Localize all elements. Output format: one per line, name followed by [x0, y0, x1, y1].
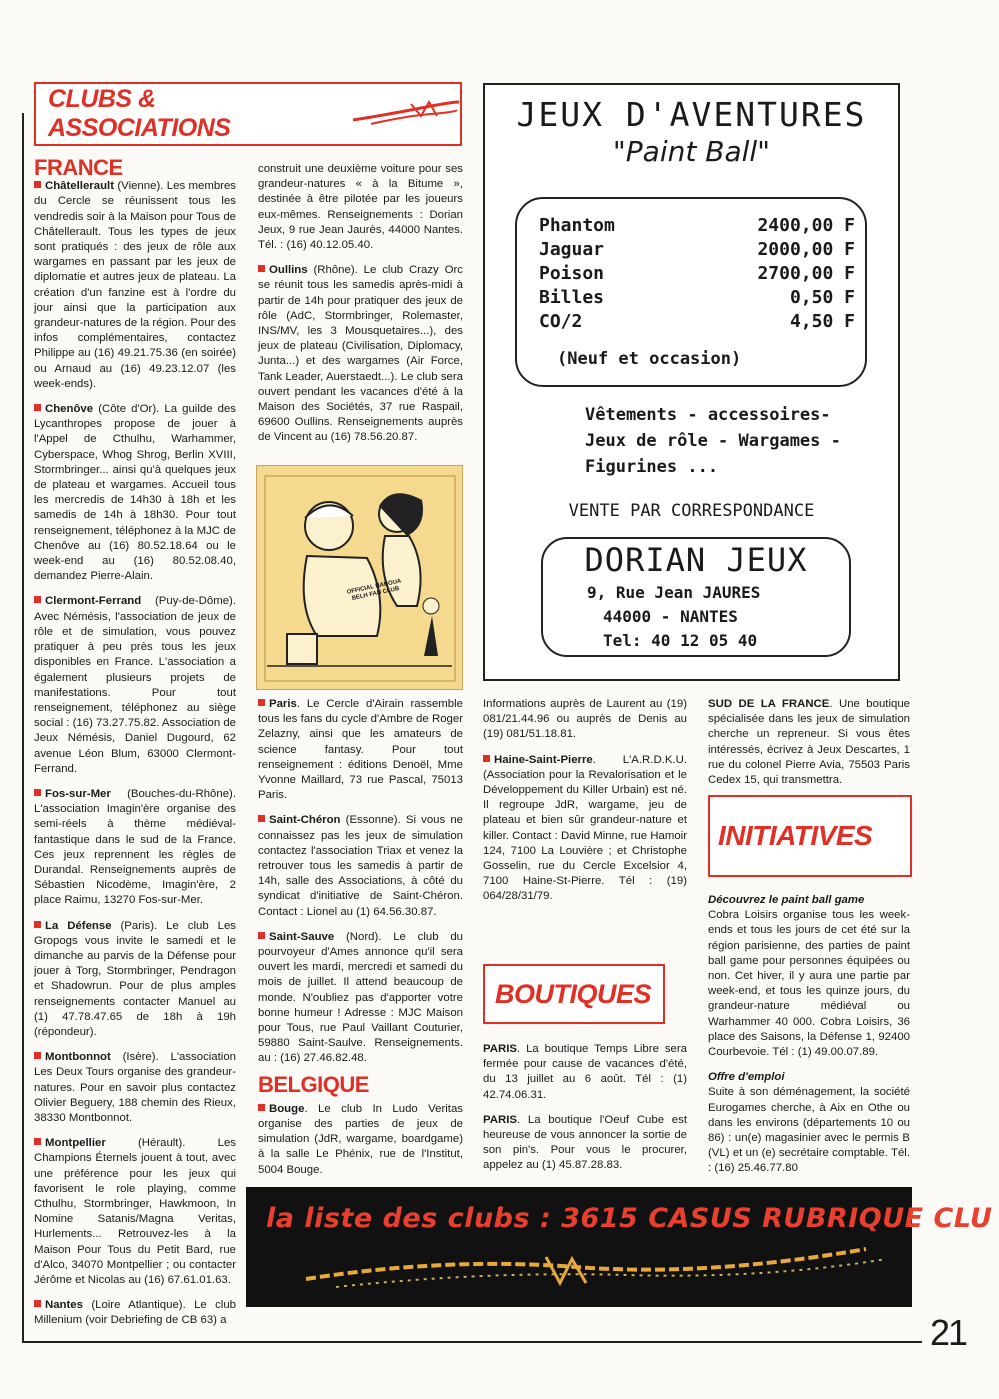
page-frame-bottom [22, 1341, 922, 1343]
price-item: Poison [539, 263, 605, 284]
boutiques-list [483, 1042, 687, 1184]
country-heading-france: FRANCE [34, 155, 123, 180]
red-bullet-icon [483, 755, 490, 762]
section-header-initiatives: INITIATIVES [708, 795, 912, 877]
price-item: Jaguar [539, 239, 605, 260]
club-entry [258, 263, 463, 445]
place-name: PARIS [483, 1113, 517, 1126]
paragraph-continuation: Informations auprès de Laurent au (19) 081/21.44.96 ou auprès de Denis au (19) 081/51.18.81. [483, 698, 687, 741]
place-name: Oullins [269, 264, 308, 277]
price-value: 2700,00 F [757, 263, 855, 284]
red-bullet-icon [258, 1104, 265, 1111]
banner-text: la liste des clubs : 3615 CASUS RUBRIQUE CLU [266, 1203, 993, 1234]
club-entry [483, 1113, 687, 1174]
paintball-subheading: Découvrez le paint ball game [708, 894, 865, 906]
price-value: 4,50 F [789, 311, 855, 332]
red-bullet-icon [258, 265, 265, 272]
place-name: Montbonnot [45, 1051, 111, 1064]
fan-club-drawing [257, 466, 462, 689]
club-entry [258, 813, 463, 919]
emploi-paragraph: Suite à son déménagement, la société Eurogames cherche, à Aix en Othe ou dans les environs (départements 10 ou 86) : un(e) magasinier avec le permis B (VL) et un (e) secrétaire comptable. Tél. : (16) 25.46.77.80 [708, 1086, 910, 1175]
initiatives-text [708, 893, 910, 1187]
entry-text: (Paris). Le club Les Gropogs vous invite le samedi et le dimanche au parvis de la Défense pour jouer à Torg, Stormbringer, Pendragon et Shadowrun. Pour de plus amples renseignements contacter Manuel au (1) 47.78.47.65 de 18h à 19h (répondeur). [34, 919, 236, 1038]
red-bullet-icon [34, 921, 41, 928]
place-name: La Défense [45, 919, 112, 932]
column-1 [34, 155, 236, 1339]
price-value: 2000,00 F [757, 239, 855, 260]
entry-text: (Rhône). Le club Crazy Orc se réunit tous les samedis après-midi à partir de 14h pour pratiquer des jeux de rôle (AdC, Stormbringer, Rolemaster, INS/MV, les 3 Mousquetaires...), des jeux de plateau (Civilisation, Diplomacy, Junta...) et des wargames (Air Force, Tank Leader, Auerstaedt...). Le club sera ouvert pendant les vacances d'été à la Maison des Sociétés, 37 rue Raspail, 69600 Oullins. Renseignements auprès de Vincent au (16) 78.56.20.87. [258, 264, 463, 444]
price-row [539, 311, 855, 332]
club-list-col2-bottom [258, 697, 463, 1067]
place-name: Châtellerault [45, 180, 114, 193]
place-name: Montpellier [45, 1137, 106, 1150]
shop-phone: Tel: 40 12 05 40 [603, 631, 758, 650]
club-entry [258, 930, 463, 1067]
page-frame-left [22, 113, 24, 1343]
club-entry [34, 787, 236, 909]
club-list-col3 [483, 753, 687, 905]
price-row [539, 263, 855, 284]
red-bullet-icon [34, 596, 41, 603]
club-entry-bouge: Bouge. Le club In Ludo Veritas organise des parties de jeux de simulation (JdR, wargame, boardgame) à la salle Le Phénix, rue de l'Institut, 5004 Bouge. [258, 1102, 463, 1176]
entry-text: (Nord). Le club du pourvoyeur d'Ames annonce qu'il sera ouvert les mardi, mercredi et samedi du mois de juillet. Il attend beaucoup de monde. N'oubliez pas d'apporter votre bonne humeur ! Adresse : MJC Maison pour Tous, rue Paul Vaillant Couturier, 59880 Saint-Saulve. Renseignements. au : (16) 27.46.82.48. [258, 930, 463, 1065]
entry-text: . La boutique Temps Libre sera fermée pour cause de vacances d'été, du 13 juillet au 6 août. Tél : (1) 42.74.06.31. [483, 1043, 687, 1101]
entry-text: . L'A.R.D.K.U. (Association pour la Revalorisation et le Développement du Killer Urbain) est né. Il regroupe JdR, wargame, jeu de plateau et bien sûr grandeur-nature et killer. Contact : David Minne, rue Hamoir 124, 7100 La Louvière ; et Christophe Gosselin, rue du Cercle Excelsior 4, 7100 Haine-St-Pierre. Tél : (19) 064/28/31/79. [483, 753, 687, 903]
club-entry [483, 753, 687, 905]
place-name: Paris [269, 698, 297, 710]
entry-text: (Côte d'Or). La guilde des Lycanthropes propose de jouer à l'Appel de Cthulhu, Warhammer, Cyberspace, Whog Shrog, Berlin XVIII, Stormbringer... ainsi qu'à quelques jeux de plateau et wargames. Accueil tous les mercredis de 14h30 à 18h et les samedis de 14h à 18h30. Pour tout renseignement, téléphonez à la MJC de Chenôve au (16) 80.52.18.64 ou le week-end au (16) 80.52.08.40, demandez Pierre-Alain. [34, 403, 236, 583]
shop-address-box [541, 537, 851, 657]
entry-text: . Le Cercle d'Airain rassemble tous les fans du cycle d'Ambre de Roger Zelazny, ainsi que les amateurs de science fantasy. Pour tout renseignement : éditions Denoël, Mme Yvonne Maillard, 73 rue Pascal, 75013 Paris. [258, 698, 463, 802]
paintball-paragraph: Cobra Loisirs organise tous les week-ends et tous les jours de cet été sur la région parisienne, des parties de paint ball game pour personnes équipées ou non. Cet hiver, il y aura une partie par week-end, et tous les quinze jours, du grandeur-nature médiéval ou Warhammer 40 000. Cobra Loisirs, 36 place des Saisons, la Défense 1, 92400 Courbevoie. Tél : (1) 49.00.07.89. [708, 909, 910, 1059]
place-name: Clermont-Ferrand [45, 595, 142, 608]
entry-text: (Isère). L'association Les Deux Tours organise des grandeur-natures. Pour en savoir plus contactez Olivier Beguery, 188 chemin des Rieux, 38330 Montbonnot. [34, 1051, 236, 1124]
column-4 [708, 697, 910, 798]
price-row [539, 287, 855, 308]
page-title: CLUBS & ASSOCIATIONS [48, 85, 231, 142]
place-name: Saint-Sauve [269, 930, 335, 943]
ad-line-1: Vêtements - accessoires- [585, 405, 831, 425]
entry-text: (Vienne). Les membres du Cercle se réunissent tous les vendredis soir à la Maison pour Tous de Châtellerault. Tous les types de jeux sont pratiqués : des jeux de rôle aux wargames en passant par les jeux de diplomatie et autres jeux de plateau. La création d'un fanzine est à l'ordre du jour ainsi que la participation aux grandeur-natures de la région. Pour des infos complémentaires, contactez Philippe au (16) 49.21.75.36 (en soirée) ou Arnaud au (16) 49.23.12.07 (les week-ends). [34, 180, 236, 390]
ad-line-3: Figurines ... [585, 457, 719, 477]
minitel-banner [246, 1187, 993, 1307]
column-3 [483, 697, 687, 915]
club-entry [34, 1298, 236, 1328]
entry-text: . La boutique l'Oeuf Cube est heureuse de vous annoncer la sortie de son pin's. Pour vous le procurer, appelez au (1) 45.87.28.83. [483, 1113, 687, 1172]
red-bullet-icon [34, 1138, 41, 1145]
club-list-france [34, 179, 236, 1328]
ad-line-2: Jeux de rôle - Wargames - [585, 431, 841, 451]
price-value: 2400,00 F [757, 215, 855, 236]
price-list-box [515, 197, 867, 387]
comic-illustration [256, 465, 463, 690]
club-entry [483, 1042, 687, 1103]
red-bullet-icon [258, 699, 265, 706]
ad-title: JEUX D'AVENTURES [516, 95, 867, 134]
boutique-entry-sud: SUD DE LA FRANCE. Une boutique spécialisée dans les jeux de simulation cherche un repreneur. Si vous êtes intéressés, écrivez à Jeux Descartes, 1 rue du colonel Pierre Avia, 75503 Paris Cedex 15, qui transmettra. [708, 698, 910, 787]
club-entry [258, 697, 463, 803]
place-name: Nantes [45, 1299, 83, 1312]
red-bullet-icon [34, 404, 41, 411]
price-row [539, 239, 855, 260]
entry-text: (Hérault). Les Champions Éternels jouent à tout, avec une préférence pour les jeux qui favorisent le role playing, comme Cthulhu, Stormbringer, Hawkmoon, In Nomine Satanis/Magna Veritas, Hurlements... Retrouvez-les à la Maison Pour Tous du Petit Bard, rue d'Alco, 34070 Montpellier ; ou contacter Jérôme et Nicolas au (16) 67.61.01.63. [34, 1137, 236, 1287]
price-row [539, 215, 855, 236]
red-bullet-icon [34, 1300, 41, 1307]
price-item: Phantom [539, 215, 615, 236]
club-entry [34, 1050, 236, 1126]
section-header-boutiques: BOUTIQUES [483, 964, 665, 1024]
shop-city: 44000 - NANTES [603, 607, 738, 626]
club-entry [34, 594, 236, 776]
paragraph-continuation: construit une deuxième voiture pour ses grandeur-natures « à la Bitume », destinée à être pilotée par les joueurs eux-mêmes. Renseignements : Dorian Jeux, 9 rue Jean Jaurès, 44000 Nantes. Tél. : (16) 40.12.05.40. [258, 163, 463, 252]
boutique-entries [483, 1042, 687, 1174]
price-value: 0,50 F [789, 287, 855, 308]
price-item: CO/2 [539, 311, 583, 332]
club-entry [34, 179, 236, 392]
entry-text: (Essonne). Si vous ne connaissez pas les jeux de simulation contactez l'association Triax et venez la retrouver tous les samedis à partir de 14h, salle des Associations, à côté du syndicat d'initiative de Saint-Chéron. Contact : Lionel au (1) 64.56.30.87. [258, 814, 463, 918]
brush-stroke-decoration [351, 94, 460, 134]
ad-subtitle: "Paint Ball" [612, 135, 771, 168]
red-bullet-icon [34, 181, 41, 188]
place-name: Fos-sur-Mer [45, 787, 111, 800]
condition-note: (Neuf et occasion) [557, 349, 742, 369]
country-heading-belgique: BELGIQUE [258, 1071, 369, 1097]
emploi-subheading: Offre d'emploi [708, 1071, 785, 1084]
club-entry [34, 1136, 236, 1288]
brush-stroke-decoration [246, 1187, 912, 1307]
entry-text: (Loire Atlantique). Le club Millenium (voir Debriefing de CB 63) a [34, 1299, 236, 1327]
club-entry [34, 402, 236, 584]
red-bullet-icon [258, 815, 265, 822]
shop-name: DORIAN JEUX [584, 541, 808, 579]
club-entry [34, 919, 236, 1041]
column-2-bottom [258, 697, 463, 1188]
fan-club-caption: OFFICIAL NABOUA BELH FAN CLUB [346, 578, 402, 602]
advertisement-dorian-jeux [483, 83, 900, 681]
column-2-top [258, 162, 463, 456]
red-bullet-icon [258, 932, 265, 939]
entry-text: (Puy-de-Dôme). Avec Némésis, l'association de jeux de rôle et de simulation, vous pouvez pratiquer à peu près tous les jeux disponibles en France. L'association a également plusieurs projets de manifestations. Pour tout renseignement, téléphonez au siège social : (16) 73.27.75.82. Association de Jeux Némésis, Daniel Dugourd, 62 avenue Léon Blum, 63000 Clermont-Ferrand. [34, 595, 236, 775]
shop-address: 9, Rue Jean JAURES [587, 583, 761, 602]
section-header-clubs [34, 82, 462, 146]
place-name: Saint-Chéron [269, 814, 341, 827]
price-item: Billes [539, 287, 605, 308]
mail-order-line: VENTE PAR CORRESPONDANCE [568, 501, 815, 521]
place-name: Chenôve [45, 403, 94, 416]
red-bullet-icon [34, 1052, 41, 1059]
page-number: 21 [930, 1312, 967, 1353]
entry-text: (Bouches-du-Rhône). L'association Imagin'ère organise des semi-réels à thème médiéval-fantastique dans le sud de la France. Ces jeux reprennent les règles de Durandal. Renseignements auprès de Sébastien Nicodème, Imagin'ère, 2 place Raimu, 13270 Fos-sur-Mer. [34, 787, 236, 907]
place-name: Haine-Saint-Pierre [494, 753, 593, 766]
red-bullet-icon [34, 789, 41, 796]
place-name: PARIS [483, 1043, 517, 1055]
club-list-col2 [258, 263, 463, 445]
